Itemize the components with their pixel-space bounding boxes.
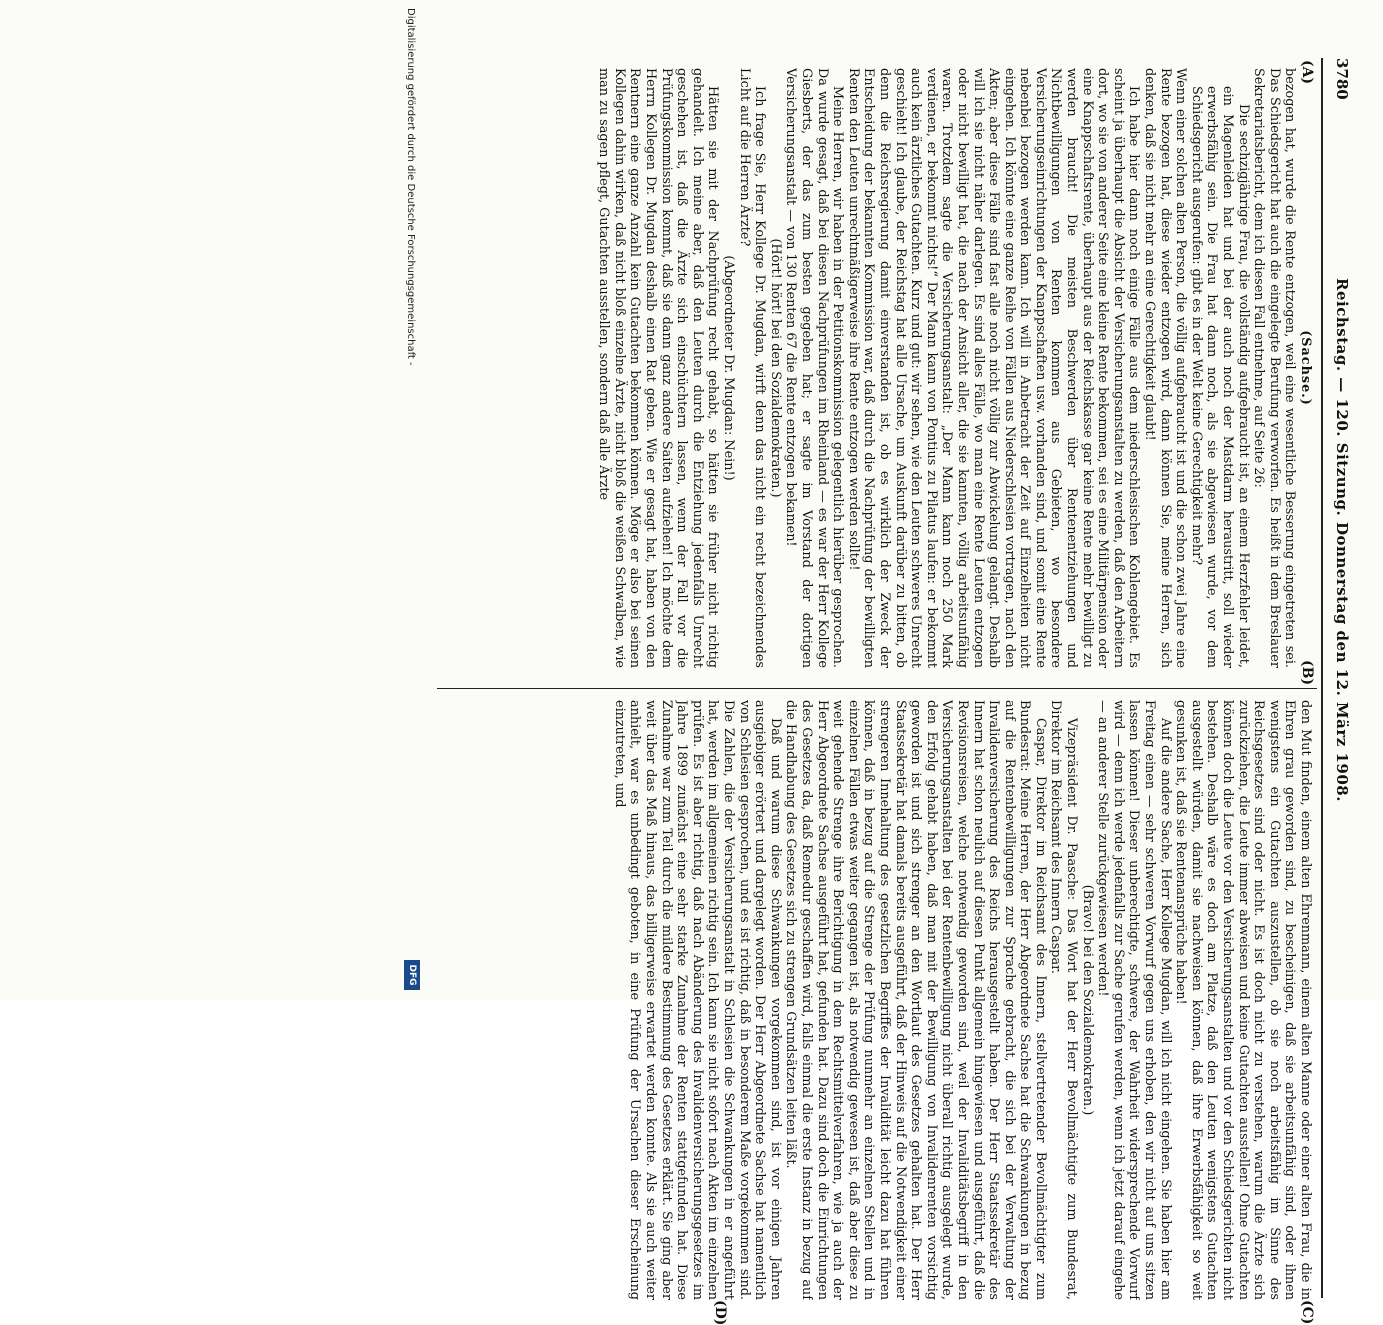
paragraph: Vizepräsident Dr. Paasche: Das Wort hat der Herr Bevollmächtigte zum Bundesrat, Direktor im Reichsamt des Innern Caspar. bbox=[1048, 700, 1080, 1300]
page-title: Reichstag. — 120. Sitzung. Donnerstag den 12. März 1908. bbox=[1333, 278, 1351, 802]
interjection: (Abgeordneter Dr. Mugdan: Nein!) bbox=[721, 255, 737, 481]
footer-credit: Digitalisierung gefördert durch die Deutsche Forschungsgemeinschaft - bbox=[405, 8, 416, 366]
left-column bbox=[433, 68, 1313, 668]
paragraph: Auf die andere Sache, Herr Kollege Mugdan, will ich nicht eingehen. Sie haben hier am Freitag einen — sehr schweren Vorwurf gegen uns erhoben, den wir nicht auf uns sitzen lassen können! Dieser unberechtigte, schwere, der Wahrheit widersprechende Vorwurf wird — denn ich werde jedenfalls zur Sache gerufen werden, wenn ich jetzt darauf eingehe — an anderer Stelle zurückgewiesen werden! bbox=[1095, 700, 1173, 1300]
dfg-logo-icon: DFG bbox=[404, 960, 420, 990]
margin-marker-c: (C) bbox=[1299, 1300, 1315, 1325]
paragraph: Meine Herren, wir haben in der Petitionskommission gelegentlich hierüber gesprochen. Da wurde gesagt, daß bei diesen Nachprüfungen im Rheinland — es war der Herr Kollege Giesberts, der das zum besten gegeben hat; er sagte im Vorstand der dortigen Versicherungsanstalt — von 130 Renten 67 die Rente entzogen bekamen! bbox=[783, 68, 846, 668]
paragraph: den Mut finden, einem alten Ehrenmann, einem alten Manne oder einer alten Frau, die in Ehren grau geworden sind, zu bescheinigen, daß sie arbeitsunfähig sind, oder ihnen wenigstens ein Gutachten auszustellen, ob sie noch arbeitsfähig im Sinne des Reichsgesetzes sind oder nicht. Es ist doch nicht zu verstehen, warum die Ärzte sich zurückziehen, die Leute immer abweisen und keine Gutachten ausstellen! Ohne Gutachten können doch die Leute vor den Versicherungsanstalten und vor den Schiedsgerichten nicht bestehen. Deshalb wäre es doch am Platze, daß den Leuten wenigstens Gutachten ausgestellt würden, damit sie nachweisen können, daß ihre Erwerbsfähigkeit so weit gesunken ist, daß sie Rentenansprüche haben! bbox=[1173, 700, 1313, 1300]
margin-marker-a: (A) bbox=[1299, 60, 1315, 85]
margin-marker-d: (D) bbox=[712, 1300, 728, 1325]
paragraph: Ich frage Sie, Herr Kollege Dr. Mugdan, wirft denn das nicht ein recht bezeichnendes Licht auf die Herren Ärzte? bbox=[736, 68, 768, 668]
digitization-footer bbox=[400, 0, 428, 1000]
margin-marker-b: (B) bbox=[1299, 660, 1315, 686]
paragraph: Ich habe hier dann noch einige Fälle aus dem niederschlesischen Kohlengebiet. Es scheint ja überhaupt die Absicht der Versicherungsanstalten zu werden, daß den Arbeitern dort, wo sie von anderer Seite eine kleine Rente bekommen, sei es eine Militärpension oder eine Knappschaftsrente, überhaupt aus der Reichskasse gar keine Rente mehr bewilligt zu werden braucht! Die meisten Beschwerden über Rentenentziehungen und Nichtbewilligungen von Renten kommen aus Gebieten, wo besondere Versicherungseinrichtungen der Knappschaften usw. vorhanden sind, und somit eine Rente nebenbei bezogen werden kann. Ich will in Anbetracht der Zeit auf Einzelheiten nicht eingehen. Ich könnte eine ganze Reihe von Fällen aus Niederschlesien vortragen, nach den Akten; aber diese Fälle sind fast alle noch nicht völlig zur Abwickelung gelangt. Deshalb will ich sie nicht näher darlegen. Es sind alles Fälle, wo man eine Rente Leuten entzogen oder nicht bewilligt hat, die nach der Ansicht aller, die sie kannten, völlig arbeitsunfähig waren. Trotzdem sagte die Versicherungsanstalt: „Der Mann kann noch 250 Mark verdienen, er bekommt nichts!“ Der Mann kann von Pontius zu Pilatus laufen: er bekommt auch kein ärztliches Gutachten. Kurz und gut: wir sehen, wie den Leuten schweres Unrecht geschieht! Ich glaube, der Reichstag hat alle Ursache, um Auskunft darüber zu bitten, ob denn die Reichsregierung damit einverstanden ist, ob es wirklich der Zweck der Entscheidung der bekannten Kommission war, daß durch die Nachprüfung der bewilligten Renten den Leuten unrechtmäßigerweise ihre Rente entzogen werden sollte! bbox=[845, 68, 1142, 668]
page-number: 3780 bbox=[1333, 58, 1351, 100]
paragraph: Hätten sie mit der Nachprüfung recht gehabt, so hätten sie früher nicht richtig gehandelt. Ich meine aber, daß den Leuten durch die Entziehung jedenfalls Unrecht geschehen ist, daß die Ärzte sich einschüchtern lassen, wenn der Fall vor die Prüfungskommission kommt, daß sie dann ganz andere Saiten aufziehen! Ich möchte dem Herrn Kollegen Dr. Mugdan deshalb einen Rat geben. Wie er gesagt hat, haben von den Rentnern eine ganze Anzahl kein Gutachten bekommen können. Möge er also bei seinen Kollegen dahin wirken, daß nicht bloß einzelne Ärzte, nicht bloß die weißen Schwalben, wie man zu sagen pflegt, Gutachten ausstellen, sondern daß alle Ärzte bbox=[596, 68, 721, 668]
column-divider bbox=[437, 688, 1317, 689]
interjection: (Hört! hört! bei den Sozialdemokraten.) bbox=[767, 238, 783, 498]
quotation: Die sechzigjährige Frau, die vollständig aufgebraucht ist, an einem Herzfehler leidet, ein Magenleiden hat und bei der auch noch der Mastdarm heraustritt, soll wieder erwerbsfähig sein. Die Frau hat dann noch, als sie abgewiesen wurde, vor dem Schiedsgericht ausgerufen: gibt es in der Welt keine Gerechtigkeit mehr? bbox=[1188, 86, 1251, 668]
paragraph: Caspar, Direktor im Reichsamt des Innern, stellvertretender Bevollmächtigter zum Bundesrat: Meine Herren, der Herr Abgeordnete Sachse hat die Schwankungen in bezug auf die Rentenbewilligungen zur Sprache gebracht, die sich bei der Verwaltung der Invalidenversicherung des Reichs herausgestellt haben. Der Herr Staatssekretär des Innern hat schon neulich auf diesen Punkt allgemein hingewiesen und ausgeführt, daß die Revisionsreisen, welche notwendig geworden sind, weil der Invaliditätsbegriff in den Versicherungsanstalten bei der Rentenbewilligung nicht überall richtig ausgelegt wurde, den Erfolg gehabt haben, daß man mit der Bewilligung von Invalidenrenten vorsichtig geworden ist und sich strenger an den Wortlaut des Gesetzes gehalten hat. Der Herr Staatssekretär hat damals bereits ausgeführt, daß der Hinweis auf die Notwendigkeit einer strengeren Innehaltung des gesetzlichen Begriffes der Invalidität leicht dazu hat führen können, daß in bezug auf die Strenge der Prüfung nunmehr an einzelnen Stellen und in einzelnen Fällen etwas weiter gegangen ist, als notwendig gewesen ist, daß aber diese zu weit gehende Strenge ihre Berichtigung in dem Rechtsmittelverfahren, wie ja auch der Herr Abgeordnete Sachse ausgeführt hat, gefunden hat. Dazu sind doch die Einrichtungen des Gesetzes da, daß Remedur geschaffen wird, falls einmal die erste Instanz in bezug auf die Handhabung des Gesetzes sich zu strengen Grundsätzen leiten läßt. bbox=[783, 700, 1048, 1300]
right-column bbox=[433, 700, 1313, 1300]
page-header bbox=[1319, 58, 1365, 1298]
paragraph: Wenn einer solchen alten Person, die völlig aufgebraucht ist und die schon zwei Jahre eine Rente bezogen hat, diese wieder entzogen wird, dann können Sie, meine Herren, sich denken, daß sie nicht mehr an eine Gerechtigkeit glaubt! bbox=[1142, 68, 1189, 668]
speaker-label: (Sachse.) bbox=[1298, 330, 1313, 406]
header-rule bbox=[1321, 58, 1323, 1298]
interjection: (Bravo! bei den Sozialdemokraten.) bbox=[1079, 884, 1095, 1116]
paragraph: bezogen hat, wurde die Rente entzogen, weil eine wesentliche Besserung eingetreten sei. Das Schiedsgericht hat auch die eingelegte Berufung verworfen. Es heißt in dem Breslauer Sekretariatsbericht, dem ich diesen Fall entnehme, auf Seite 26: bbox=[1251, 68, 1298, 668]
paragraph: Daß und warum diese Schwankungen vorgekommen sind, ist vor einigen Jahren ausgiebiger erörtert und dargelegt worden. Der Herr Abgeordnete Sachse hat namentlich von Schlesien gesprochen, und es ist richtig, daß in besonderem Maße vorgekommen sind. Die Zahlen, die der Versicherungsanstalt in Schlesien die Schwankungen in er angeführt hat, werden im allgemeinen richtig sein. Ich kann sie nicht sofort nach Akten im einzelnen prüfen. Es ist aber richtig, daß nach Abänderung des Invalidenversicherungsgesetzes im Jahre 1899 zunächst eine sehr starke Zunahme der Renten stattgefunden hat. Diese Zunahme war zum Teil durch die mildere Bestimmung des Gesetzes erklärt. Sie ging aber weit über das Maß hinaus, das billigerweise erwartet werden konnte. Als sie auch weiter anhielt, war es unbedingt geboten, in eine Prüfung der Ursachen dieser Erscheinung einzutreten, und bbox=[611, 700, 783, 1300]
